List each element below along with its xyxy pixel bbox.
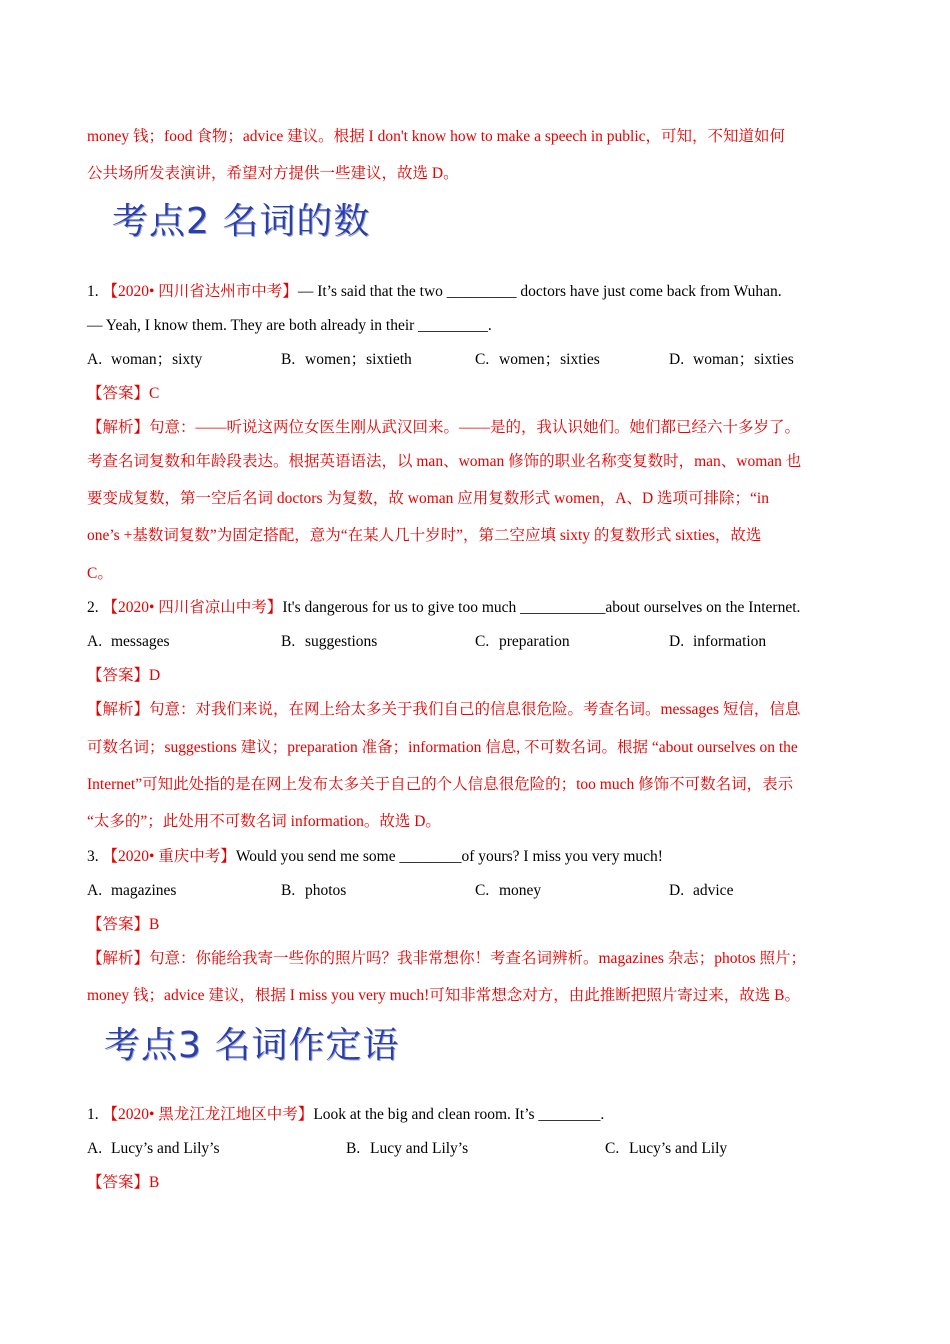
question-text: It's dangerous for us to give too much ___________about ourselves on the Internet. <box>282 599 801 616</box>
question-3-stem <box>87 847 663 867</box>
analysis-line: 【解析】句意：对我们来说，在网上给太多关于我们自己的信息很危险。考查名词。messages 短信，信息 <box>87 701 801 718</box>
analysis-line: 【解析】句意：——听说这两位女医生刚从武汉回来。——是的，我认识她们。她们都已经六十多岁了。 <box>87 419 801 436</box>
option-c: C. Lucy’s and Lily <box>605 1140 728 1157</box>
option-c: C. preparation <box>475 633 570 650</box>
analysis-line: money 钱；advice 建议，根据 I miss you very much!可知非常想念对方，由此推断把照片寄过来，故选 B。 <box>87 987 800 1004</box>
option-b: B. photos <box>281 882 347 899</box>
question-3-answer: 【答案】B <box>87 916 160 933</box>
question-source: 【2020• 四川省凉山中考】 <box>102 599 283 616</box>
question-1-stem <box>87 282 782 302</box>
option-d: D. woman；sixties <box>669 351 794 368</box>
analysis-line: 要变成复数，第一空后名词 doctors 为复数，故 woman 应用复数形式 women，A、D 选项可排除；“in <box>87 490 769 507</box>
analysis-line: 考查名词复数和年龄段表达。根据英语语法，以 man、woman 修饰的职业名称变复数时，man、woman 也 <box>87 453 802 470</box>
option-a: A. woman；sixty <box>87 351 203 368</box>
analysis-line: 可数名词；suggestions 建议；preparation 准备；information 信息, 不可数名词。根据 “about ourselves on the <box>87 739 798 756</box>
analysis-line: Internet”可知此处指的是在网上发布太多关于自己的个人信息很危险的；too much 修饰不可数名词，表示 <box>87 776 794 793</box>
question-source: 【2020• 四川省达州市中考】 <box>102 283 298 300</box>
section-3-title: 考点3 名词作定语 <box>104 1025 400 1066</box>
option-a: A. magazines <box>87 882 177 899</box>
intro-line-2: 公共场所发表演讲，希望对方提供一些建议，故选 D。 <box>87 165 459 182</box>
question-number: 2. <box>87 599 103 616</box>
analysis-line: one’s +基数词复数”为固定搭配，意为“在某人几十岁时”，第二空应填 sixty 的复数形式 sixties，故选 <box>87 527 762 544</box>
question-text: — It’s said that the two _________ doctors have just come back from Wuhan. <box>297 283 782 300</box>
question-4-stem <box>87 1105 604 1125</box>
question-2-answer: 【答案】D <box>87 667 161 684</box>
option-b: B. women；sixtieth <box>281 351 412 368</box>
option-a: A. Lucy’s and Lily’s <box>87 1140 220 1157</box>
analysis-line: C。 <box>87 565 113 582</box>
question-1-stem-2: — Yeah, I know them. They are both already in their _________. <box>87 317 492 334</box>
option-b: B. Lucy and Lily’s <box>346 1140 469 1157</box>
question-text: Look at the big and clean room. It’s ________. <box>313 1106 605 1123</box>
option-c: C. money <box>475 882 542 899</box>
question-number: 1. <box>87 283 103 300</box>
question-2-stem <box>87 598 800 618</box>
question-number: 1. <box>87 1106 103 1123</box>
question-text: Would you send me some ________of yours? I miss you very much! <box>235 848 663 865</box>
analysis-line: “太多的”；此处用不可数名词 information。故选 D。 <box>87 813 441 830</box>
section-2-title: 考点2 名词的数 <box>112 201 371 242</box>
intro-line-1: money 钱；food 食物；advice 建议。根据 I don't know how to make a speech in public，可知，不知道如何 <box>87 128 786 145</box>
option-d: D. information <box>669 633 767 650</box>
option-b: B. suggestions <box>281 633 378 650</box>
question-source: 【2020• 黑龙江龙江地区中考】 <box>102 1106 314 1123</box>
question-4-answer: 【答案】B <box>87 1174 160 1191</box>
analysis-line: 【解析】句意：你能给我寄一些你的照片吗？我非常想你！考查名词辨析。magazines 杂志；photos 照片； <box>87 950 807 967</box>
option-a: A. messages <box>87 633 170 650</box>
question-1-answer: 【答案】C <box>87 385 160 402</box>
question-source: 【2020• 重庆中考】 <box>102 848 236 865</box>
question-number: 3. <box>87 848 103 865</box>
option-d: D. advice <box>669 882 734 899</box>
option-c: C. women；sixties <box>475 351 600 368</box>
